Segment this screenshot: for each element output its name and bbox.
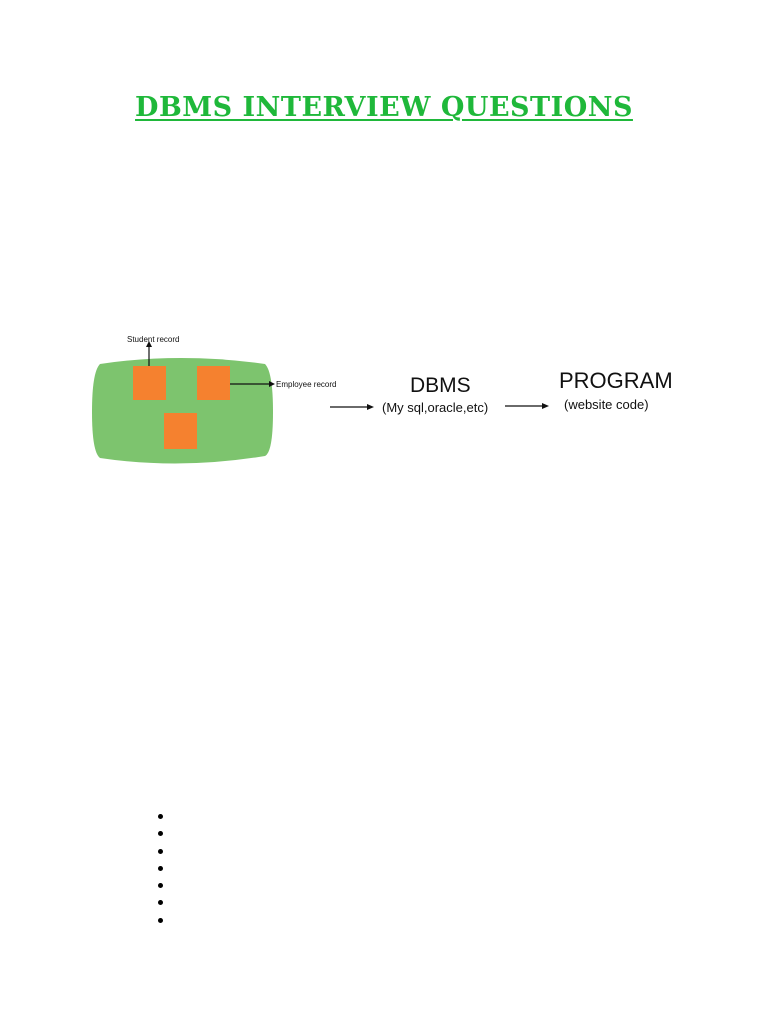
bullet-icon (158, 883, 163, 888)
bullet-icon (158, 849, 163, 854)
bullet-icon (158, 831, 163, 836)
list-item (156, 843, 166, 860)
arrow-to-program-head (542, 403, 549, 409)
record-block-2 (197, 366, 230, 400)
dbms-examples-label: (My sql,oracle,etc) (382, 400, 489, 415)
arrow-to-dbms-head (367, 404, 374, 410)
bullet-icon (158, 814, 163, 819)
employee-record-label: Employee record (276, 380, 337, 389)
dbms-flow-diagram (0, 320, 768, 480)
bullet-icon (158, 900, 163, 905)
bullet-list (156, 808, 166, 929)
dbms-label: DBMS (410, 374, 471, 397)
list-item (156, 912, 166, 929)
list-item (156, 877, 166, 894)
employee-record-arrowhead (269, 381, 275, 387)
page-title: DBMS INTERVIEW QUESTIONS (135, 92, 633, 123)
bullet-icon (158, 918, 163, 923)
bullet-icon (158, 866, 163, 871)
program-detail-label: (website code) (564, 397, 649, 412)
record-block-1 (133, 366, 166, 400)
list-item (156, 825, 166, 842)
list-item (156, 808, 166, 825)
list-item (156, 894, 166, 911)
student-record-label: Student record (127, 335, 180, 344)
list-item (156, 860, 166, 877)
program-label: PROGRAM (559, 368, 673, 393)
record-block-3 (164, 413, 197, 449)
